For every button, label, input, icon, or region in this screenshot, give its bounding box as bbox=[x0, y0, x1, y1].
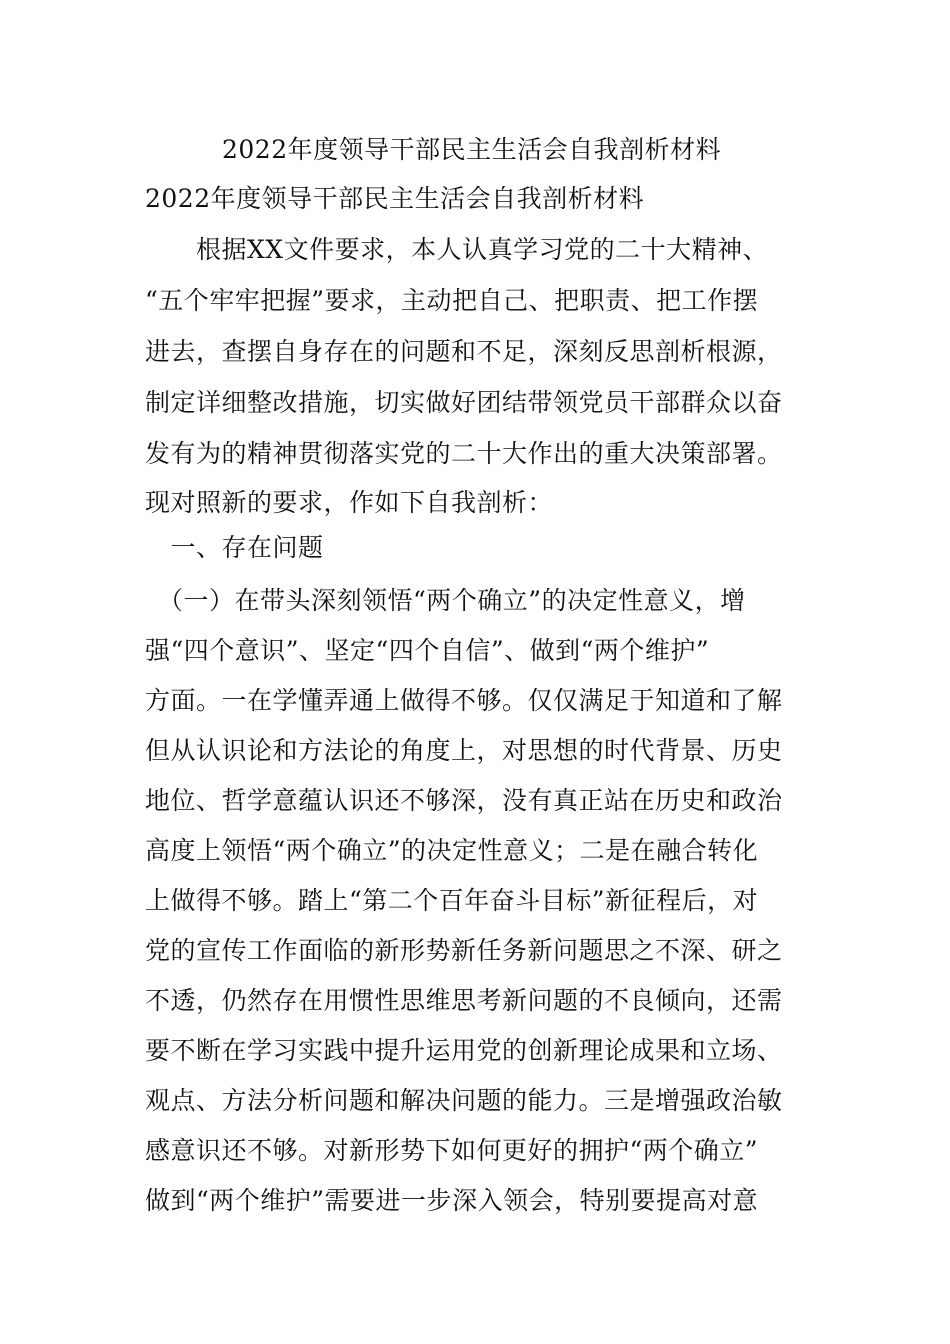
body-line: 制定详细整改措施，切实做好团结带领党员干部群众以奋 bbox=[145, 388, 783, 417]
body-line: 进去，查摆自身存在的问题和不足，深刻反思剖析根源， bbox=[145, 337, 783, 366]
body-line: 要不断在学习实践中提升运用党的创新理论成果和立场、 bbox=[145, 1036, 783, 1065]
body-line: 现对照新的要求，作如下自我剖析： bbox=[145, 488, 554, 517]
body-line: 观点、方法分析问题和解决问题的能力。三是增强政治敏 bbox=[145, 1086, 783, 1115]
body-line: 上做得不够。踏上“第二个百年奋斗目标”新征程后，对 bbox=[145, 886, 759, 915]
document-title: 2022年度领导干部民主生活会自我剖析材料 bbox=[222, 135, 722, 164]
body-line: 党的宣传工作面临的新形势新任务新问题思之不深、研之 bbox=[145, 936, 783, 965]
body-line: 强“四个意识”、坚定“四个自信”、做到“两个维护” bbox=[145, 636, 710, 665]
body-line: 但从认识论和方法论的角度上，对思想的时代背景、历史 bbox=[145, 736, 783, 765]
document-subtitle: 2022年度领导干部民主生活会自我剖析材料 bbox=[145, 184, 645, 213]
section-heading: 一、存在问题 bbox=[145, 533, 324, 562]
body-line: 高度上领悟“两个确立”的决定性意义；二是在融合转化 bbox=[145, 836, 759, 865]
body-line: 不透，仍然存在用惯性思维思考新问题的不良倾向，还需 bbox=[145, 986, 783, 1015]
body-line: 地位、哲学意蕴认识还不够深，没有真正站在历史和政治 bbox=[145, 786, 783, 815]
subsection-heading: （一）在带头深刻领悟“两个确立”的决定性意义，增 bbox=[145, 586, 746, 615]
body-line: “五个牢牢把握”要求，主动把自己、把职责、把工作摆 bbox=[145, 286, 759, 315]
body-line: 感意识还不够。对新形势下如何更好的拥护“两个确立” bbox=[145, 1136, 759, 1165]
body-line: 根据XX文件要求，本人认真学习党的二十大精神、 bbox=[145, 235, 769, 264]
body-line: 做到“两个维护”需要进一步深入领会，特别要提高对意 bbox=[145, 1186, 759, 1215]
body-line: 发有为的精神贯彻落实党的二十大作出的重大决策部署。 bbox=[145, 439, 783, 468]
body-line: 方面。一在学懂弄通上做得不够。仅仅满足于知道和了解 bbox=[145, 686, 783, 715]
